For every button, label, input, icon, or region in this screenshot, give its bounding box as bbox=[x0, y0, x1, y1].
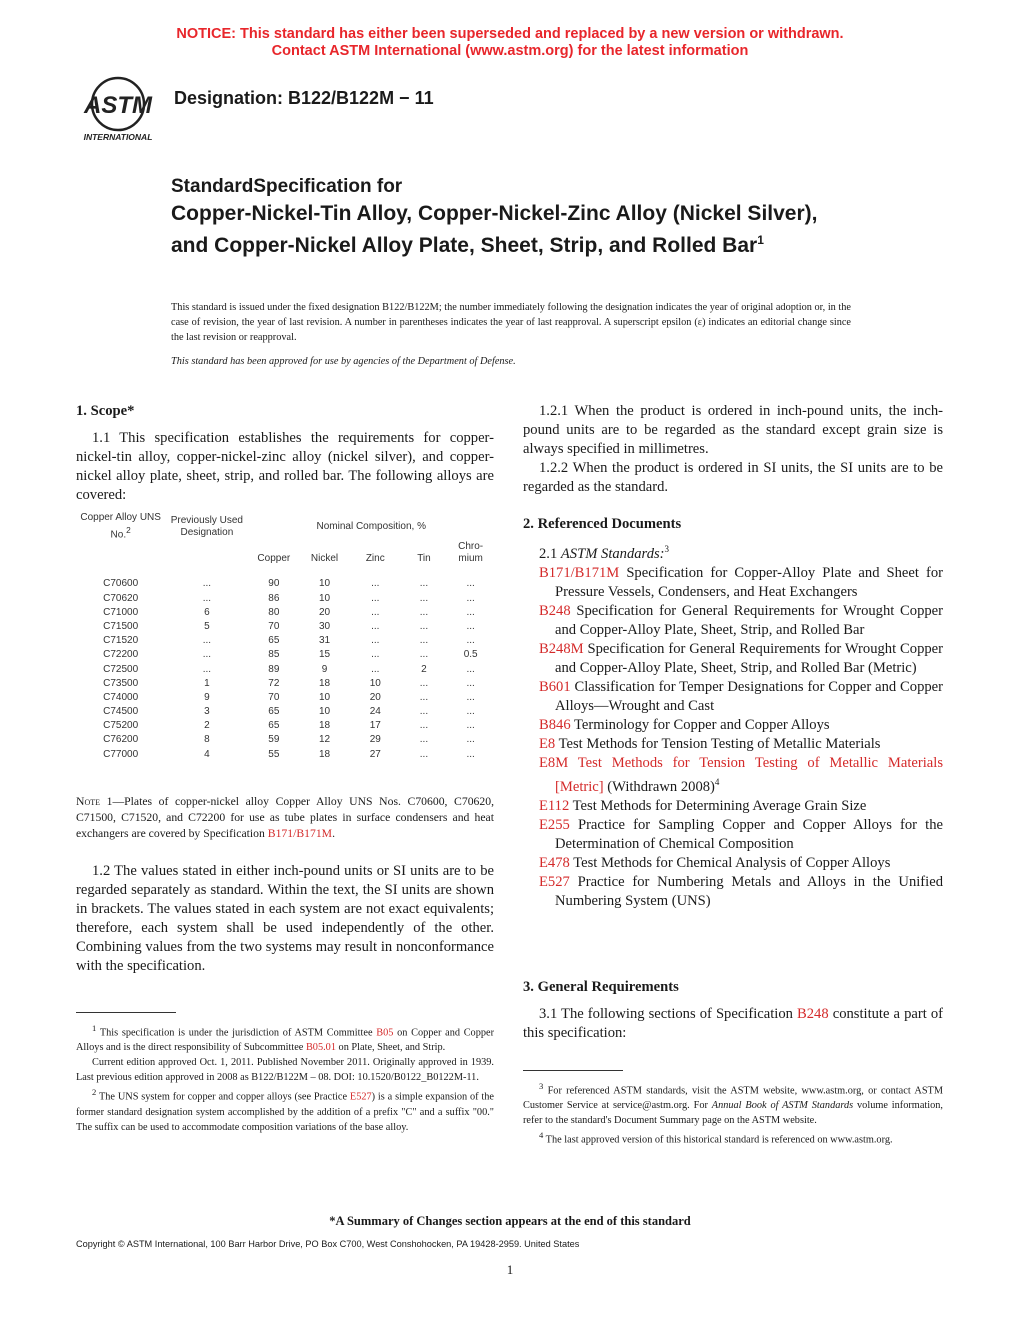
table-row bbox=[76, 648, 494, 662]
table-cell: ... bbox=[202, 649, 212, 661]
table-row bbox=[76, 677, 494, 691]
scope-units-cont bbox=[523, 402, 943, 497]
table-cell: C71000 bbox=[103, 606, 139, 618]
table-cell: ... bbox=[419, 649, 429, 661]
th-nickel: Nickel bbox=[310, 553, 339, 565]
table-cell: 17 bbox=[369, 720, 381, 732]
notice-line-1: NOTICE: This standard has either been superseded and replaced by a new version or withdrawn. bbox=[176, 26, 844, 42]
table-cell: 2 bbox=[421, 663, 427, 675]
notice-line-2: Contact ASTM International (www.astm.org) for the latest information bbox=[271, 43, 749, 59]
table-cell: ... bbox=[419, 620, 429, 632]
table-cell: 1 bbox=[204, 677, 210, 689]
reference-item bbox=[523, 602, 943, 640]
table-row bbox=[76, 691, 494, 705]
th-nominal: Nominal Composition, % bbox=[316, 520, 426, 532]
link-b05[interactable]: B05 bbox=[376, 1027, 394, 1039]
footnotes-right bbox=[523, 1070, 943, 1148]
table-cell: 15 bbox=[318, 649, 331, 661]
link-b05-01[interactable]: B05.01 bbox=[305, 1042, 336, 1054]
reference-link[interactable]: B846 bbox=[539, 716, 571, 733]
title-footnote-mark: 1 bbox=[757, 233, 764, 247]
reference-link[interactable]: E112 bbox=[539, 797, 570, 814]
reference-title: Specification for Copper-Alloy Plate and Sheet for Pressure Vessels, Condensers, and Heat Exchangers bbox=[555, 564, 943, 600]
table-cell: ... bbox=[419, 578, 429, 590]
table-cell: 24 bbox=[369, 706, 381, 718]
th-tin: Tin bbox=[417, 553, 431, 565]
reference-item bbox=[523, 873, 943, 911]
footnote-rule bbox=[76, 1012, 176, 1013]
table-cell: 27 bbox=[369, 748, 381, 760]
table-cell: ... bbox=[466, 635, 475, 647]
table-cell: 9 bbox=[204, 691, 210, 703]
reference-list bbox=[523, 564, 943, 911]
table-cell: 18 bbox=[318, 748, 331, 760]
table-cell: C71500 bbox=[103, 620, 139, 632]
reference-link[interactable]: E8M bbox=[539, 754, 569, 771]
table-cell: ... bbox=[371, 620, 380, 632]
table-cell: C73500 bbox=[103, 677, 139, 689]
table-cell: 5 bbox=[204, 620, 210, 632]
footnotes-left bbox=[76, 1012, 494, 1135]
refdocs-heading: 2. Referenced Documents bbox=[523, 516, 682, 532]
table-cell: ... bbox=[419, 734, 429, 746]
dod-approval: This standard has been approved for use by agencies of the Department of Defense. bbox=[171, 356, 516, 367]
table-row bbox=[76, 606, 494, 620]
designation: Designation: B122/B122M − 11 bbox=[174, 88, 434, 108]
reference-item bbox=[523, 564, 943, 602]
table-cell: C74000 bbox=[103, 691, 139, 703]
table-cell: 20 bbox=[318, 606, 331, 618]
table-row bbox=[76, 748, 494, 762]
table-cell: ... bbox=[419, 635, 429, 647]
table-row bbox=[76, 719, 494, 733]
table-cell: 70 bbox=[268, 620, 280, 632]
reference-title: Classification for Temper Designations for Copper and Copper Alloys—Wrought and Cast bbox=[555, 678, 943, 714]
table-cell: ... bbox=[202, 592, 212, 604]
reference-item bbox=[523, 735, 943, 754]
general-heading: 3. General Requirements bbox=[523, 979, 679, 995]
table-cell: ... bbox=[419, 720, 429, 732]
reference-link[interactable]: B171/B171M bbox=[539, 564, 620, 581]
table-row bbox=[76, 662, 494, 676]
table-row bbox=[76, 620, 494, 634]
astm-logo bbox=[74, 74, 162, 144]
table-cell: 70 bbox=[268, 691, 280, 703]
reference-link[interactable]: E255 bbox=[539, 816, 570, 833]
footnote-3: $^3$ For referenced ASTM standards, visit the ASTM website, www.astm.org, or contact ASTM Customer Service at service@astm.org. For Annual Book of ASTM Standards volume information, refer to the standard's Document Summary page on the ASTM website. bbox=[523, 1081, 943, 1127]
document-title bbox=[171, 174, 851, 260]
table-cell: 18 bbox=[318, 720, 331, 732]
table-cell: 65 bbox=[268, 706, 280, 718]
link-b171[interactable]: B171/B171M bbox=[267, 827, 333, 840]
table-cell: 4 bbox=[204, 748, 210, 760]
scope-units bbox=[76, 862, 494, 976]
table-cell: 55 bbox=[268, 748, 280, 760]
astm-logo-icon bbox=[74, 74, 162, 144]
table-cell: 12 bbox=[318, 734, 331, 746]
reference-link[interactable]: B248 bbox=[539, 602, 571, 619]
refdocs-2-1: 2.1 ASTM Standards:$^3$ bbox=[539, 544, 670, 562]
scope-1-2-1: 1.2.1 When the product is ordered in inch-pound units, the inch-pound units are to be regarded as the standard except grain size is always specified in millimetres. bbox=[523, 403, 943, 457]
table-row bbox=[76, 592, 494, 606]
reference-item bbox=[523, 816, 943, 854]
table-cell: ... bbox=[466, 706, 475, 718]
table-cell: C70600 bbox=[103, 578, 139, 590]
table-cell: ... bbox=[466, 606, 475, 618]
table-cell: 72 bbox=[268, 677, 280, 689]
table-cell: ... bbox=[466, 677, 475, 689]
reference-title: Practice for Sampling Copper and Copper Alloys for the Determination of Chemical Composition bbox=[555, 816, 943, 852]
th-previous: Previously Used Designation bbox=[170, 514, 243, 538]
table-cell: 0.5 bbox=[463, 649, 478, 661]
table-cell: 80 bbox=[268, 606, 280, 618]
table-cell: ... bbox=[419, 691, 429, 703]
table-cell: C70620 bbox=[103, 592, 139, 604]
title-main: Copper-Nickel-Tin Alloy, Copper-Nickel-Zinc Alloy (Nickel Silver), and Copper-Nickel Alloy Plate, Sheet, Strip, and Rolled Bar bbox=[171, 201, 818, 257]
table-cell: 85 bbox=[268, 649, 280, 661]
table-cell: C74500 bbox=[103, 706, 139, 718]
table-cell: ... bbox=[466, 663, 475, 675]
table-cell: 8 bbox=[204, 734, 210, 746]
reference-title: Specification for General Requirements for Wrought Copper and Copper-Alloy Plate, Sheet, Strip, and Rolled Bar bbox=[555, 602, 943, 638]
table-cell: 59 bbox=[268, 734, 280, 746]
reference-title: Test Methods for Chemical Analysis of Copper Alloys bbox=[569, 854, 891, 871]
table-cell: 10 bbox=[318, 691, 331, 703]
table-cell: 2 bbox=[204, 720, 210, 732]
table-cell: ... bbox=[466, 592, 475, 604]
table-cell: ... bbox=[371, 635, 380, 647]
table-cell: ... bbox=[371, 592, 380, 604]
reference-title: Practice for Numbering Metals and Alloys in the Unified Numbering System (UNS) bbox=[555, 873, 943, 909]
table-cell: 10 bbox=[318, 706, 331, 718]
footnote-4: $^4$ The last approved version of this historical standard is referenced on www.astm.org. bbox=[539, 1130, 893, 1146]
reference-title: Test Methods for Tension Testing of Metallic Materials bbox=[555, 735, 881, 752]
table-row bbox=[76, 577, 494, 591]
reference-title: Specification for General Requirements for Wrought Copper and Copper-Alloy Plate, Sheet, Strip, and Rolled Bar (Metric) bbox=[555, 640, 943, 676]
table-cell: 9 bbox=[321, 663, 328, 675]
table-cell: 20 bbox=[369, 691, 381, 703]
table-cell: 90 bbox=[268, 578, 280, 590]
reference-item bbox=[523, 678, 943, 716]
reference-link[interactable]: E8 bbox=[539, 735, 556, 752]
scope-1-2: 1.2 The values stated in either inch-pound units or SI units are to be regarded separately as standard. Within the text, the SI units are shown in brackets. The values stated in each system are not exact equivalents; therefore, each system shall be used independently of the other. Combining values from the two systems may result in nonconformance with the specification. bbox=[76, 863, 494, 974]
reference-title: Test Methods for Determining Average Grain Size bbox=[569, 797, 867, 814]
table-cell: 89 bbox=[268, 663, 280, 675]
table-cell: ... bbox=[419, 677, 429, 689]
table-cell: ... bbox=[371, 606, 380, 618]
page-number: 1 bbox=[506, 1262, 514, 1277]
th-zinc: Zinc bbox=[365, 553, 385, 565]
table-cell: ... bbox=[419, 592, 429, 604]
title-line-1: StandardSpecification for bbox=[171, 176, 403, 197]
alloy-table bbox=[76, 512, 494, 762]
table-cell: ... bbox=[202, 663, 212, 675]
table-cell: ... bbox=[419, 606, 429, 618]
table-cell: ... bbox=[466, 691, 475, 703]
th-chromium: Chro-mium bbox=[458, 541, 484, 565]
table-row bbox=[76, 634, 494, 648]
reference-item bbox=[523, 797, 943, 816]
issue-statement: This standard is issued under the fixed designation B122/B122M; the number immediately following the designation indicates the year of original adoption or, in the case of revision, the year of last revision. A number in parentheses indicates the year of last reapproval. A superscript epsilon (ε) indicates an editorial change since the last revision or reapproval. bbox=[171, 302, 851, 343]
scope-1-2-2: 1.2.2 When the product is ordered in SI units, the SI units are to be regarded as the standard. bbox=[523, 460, 943, 495]
footnote-2: $^2$ The UNS system for copper and copper alloys (see Practice E527) is a simple expansion of the former standard designation system accomplished by the addition of a prefix "C" and a suffix "00." The suffix can be used to accommodate composition variations of the base alloy. bbox=[76, 1087, 494, 1133]
table-cell: ... bbox=[466, 578, 475, 590]
table-cell: ... bbox=[466, 734, 475, 746]
logo-letters: ASTM bbox=[84, 92, 152, 119]
link-e527-fn[interactable]: E527 bbox=[349, 1091, 372, 1103]
reference-withdrawn: (Withdrawn 2008) bbox=[603, 778, 715, 795]
table-cell: C72200 bbox=[103, 649, 139, 661]
table-cell: 18 bbox=[318, 677, 331, 689]
referenced-documents bbox=[523, 515, 943, 911]
summary-of-changes-note: *A Summary of Changes section appears at the end of this standard bbox=[329, 1214, 691, 1228]
table-cell: ... bbox=[466, 620, 475, 632]
reference-link[interactable]: B601 bbox=[539, 678, 571, 695]
th-uns: Copper Alloy UNS No.$^2$ bbox=[80, 512, 161, 541]
table-cell: C76200 bbox=[103, 734, 139, 746]
footnote-1-edition: Current edition approved Oct. 1, 2011. Published November 2011. Originally approved in 1939. Last previous edition approved in 2008 as B122/B122M – 08. DOI: 10.1520/B0122_B0122M-11. bbox=[76, 1057, 494, 1084]
reference-title: Terminology for Copper and Copper Alloys bbox=[570, 716, 830, 733]
table-cell: ... bbox=[202, 635, 212, 647]
table-cell: 30 bbox=[318, 620, 331, 632]
reference-item bbox=[523, 640, 943, 678]
table-cell: 6 bbox=[204, 606, 210, 618]
table-cell: 31 bbox=[318, 635, 331, 647]
table-cell: 65 bbox=[268, 720, 280, 732]
table-cell: C77000 bbox=[103, 748, 139, 760]
table-cell: 65 bbox=[268, 635, 280, 647]
reference-title[interactable]: Test Methods for Tension Testing of Metallic Materials [Metric] bbox=[555, 754, 943, 795]
table-cell: C75200 bbox=[103, 720, 139, 732]
withdrawal-notice bbox=[0, 26, 1020, 60]
copyright: Copyright © ASTM International, 100 Barr Harbor Drive, PO Box C700, West Conshohocken, PA 19428-2959. United States bbox=[76, 1239, 580, 1249]
table-cell: 10 bbox=[318, 578, 331, 590]
scope-1-1: 1.1 This specification establishes the requirements for copper-nickel-tin alloy, copper-nickel-zinc alloy (nickel silver), and copper-nickel alloy plate, sheet, strip, and rolled bar. The following alloys are covered: bbox=[76, 430, 494, 503]
footnote-rule-right bbox=[523, 1070, 623, 1071]
table-cell: 10 bbox=[369, 677, 381, 689]
scope-section bbox=[76, 402, 494, 505]
table-cell: 29 bbox=[369, 734, 381, 746]
logo-international: INTERNATIONAL bbox=[83, 132, 153, 142]
table-cell: ... bbox=[371, 649, 380, 661]
reference-item bbox=[523, 854, 943, 873]
table-row bbox=[76, 733, 494, 747]
reference-footnote-mark: 4 bbox=[714, 776, 720, 787]
reference-item bbox=[523, 754, 943, 797]
table-cell: ... bbox=[419, 748, 429, 760]
table-cell: ... bbox=[466, 720, 475, 732]
link-b248-general[interactable]: B248 bbox=[797, 1006, 829, 1022]
general-3-1: 3.1 The following sections of Specification B248 constitute a part of this specification: bbox=[523, 1006, 943, 1041]
reference-link[interactable]: E478 bbox=[539, 854, 570, 871]
table-cell: ... bbox=[466, 748, 475, 760]
footnote-1: $^1$ This specification is under the jurisdiction of ASTM Committee B05 on Copper and Copper Alloys and is the direct responsibility of Subcommittee B05.01 on Plate, Sheet, and Strip. bbox=[76, 1023, 495, 1054]
general-requirements bbox=[523, 978, 943, 1043]
note-1: Note 1—Plates of copper-nickel alloy Copper Alloy UNS Nos. C70600, C70620, C71500, C71520, and C72200 for use as tube plates in surface condensers and heat exchangers are covered by Specification B171/B171M. bbox=[76, 795, 494, 840]
table-cell: C72500 bbox=[103, 663, 139, 675]
table-cell: C71520 bbox=[103, 635, 139, 647]
table-cell: ... bbox=[371, 578, 380, 590]
th-copper: Copper bbox=[257, 553, 291, 565]
reference-link[interactable]: B248M bbox=[539, 640, 584, 657]
table-cell: 3 bbox=[204, 706, 210, 718]
table-cell: ... bbox=[202, 578, 212, 590]
table-cell: 10 bbox=[318, 592, 331, 604]
reference-link[interactable]: E527 bbox=[539, 873, 570, 890]
reference-item bbox=[523, 716, 943, 735]
table-row bbox=[76, 705, 494, 719]
table-cell: ... bbox=[419, 706, 429, 718]
scope-heading: 1. Scope* bbox=[76, 403, 135, 419]
table-cell: ... bbox=[371, 663, 380, 675]
table-cell: 86 bbox=[268, 592, 280, 604]
